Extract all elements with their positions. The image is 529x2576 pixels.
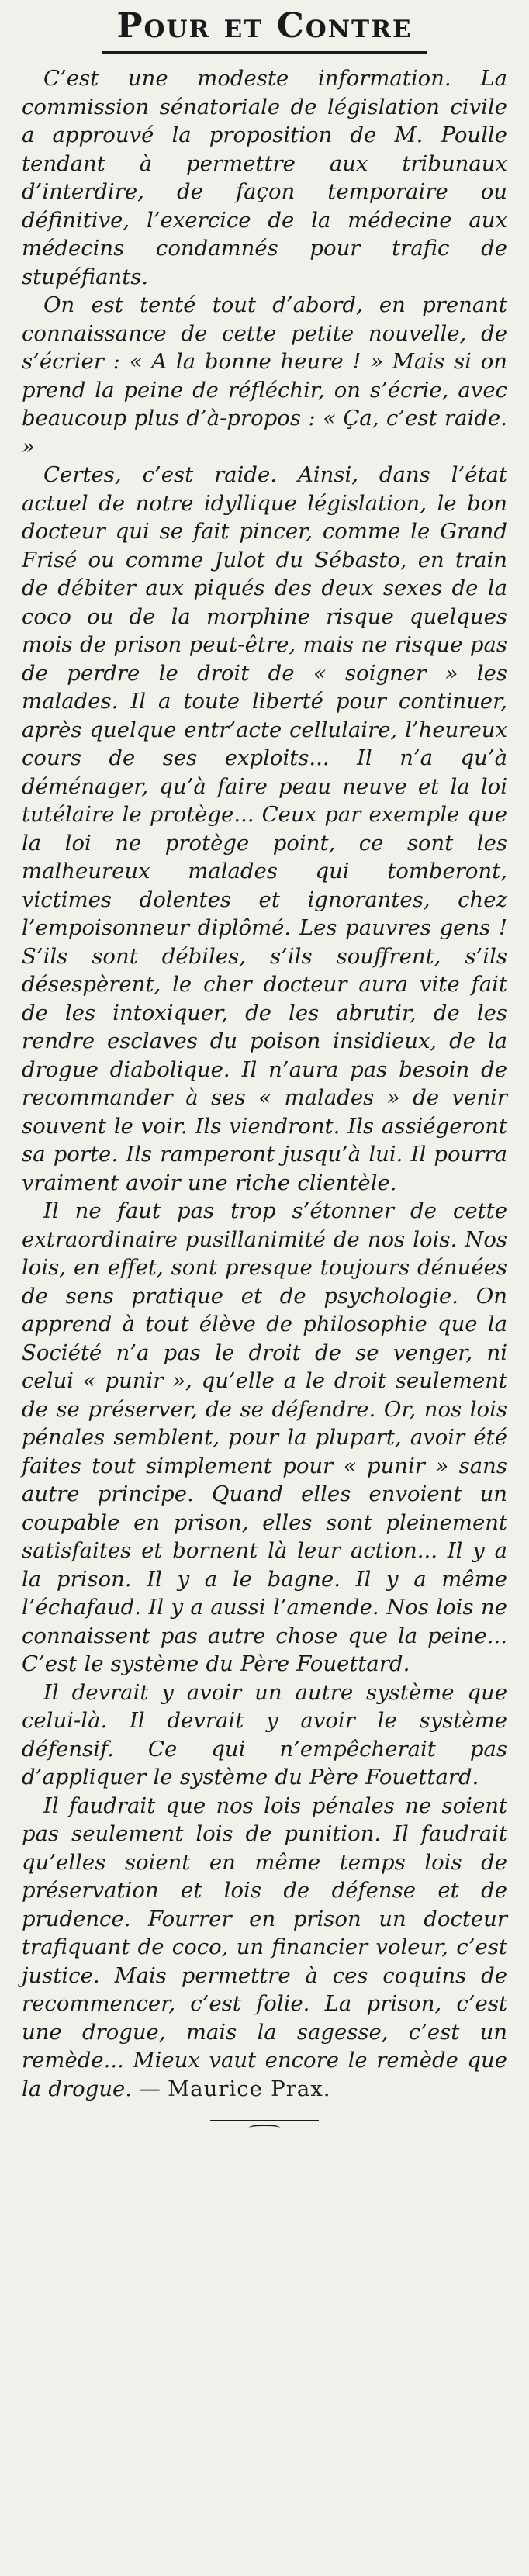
paragraph-6 <box>22 1792 507 2104</box>
paragraph-6-text: Il faudrait que nos lois pénales ne soient pas seulement lois de punition. Il faudrait qu’elles soient en même temps lois de préservation et lois de défense et de prudence. Fourrer en prison un docteur trafiquant de coco, un financier voleur, c’est justice. Mais permettre à ces coquins de recommencer, c’est folie. La prison, c’est une drogue, mais la sagesse, c’est un remède... Mieux vaut encore le remède que la drogue. <box>22 1793 507 2101</box>
paragraph-5: Il devrait y avoir un autre système que celui-là. Il devrait y avoir le système défensif. Ce qui n’empêcherait pas d’appliquer le système du Père Fouettard. <box>22 1679 507 1789</box>
column-title: Pour et Contre <box>102 5 426 54</box>
header <box>22 5 507 54</box>
article-body <box>22 64 507 2103</box>
signature-dash: — <box>132 2076 168 2101</box>
author-signature: Maurice Prax. <box>168 2076 331 2101</box>
paragraph-1: C’est une modeste information. La commission sénatoriale de législation civile a approuvé la proposition de M. Poulle tendant à permettre aux tribunaux d’interdire, de façon temporaire ou définitive, l’exercice de la médecine aux médecins condamnés pour trafic de stupéfiants. <box>22 66 507 289</box>
closing-ornament <box>249 2125 280 2131</box>
paragraph-4: Il ne faut pas trop s’étonner de cette extraordinaire pusillanimité de nos lois. Nos lois, en effet, sont presque toujours dénuées de sens pratique et de psychologie. On apprend à tout élève de philosophie que la Société n’a pas le droit de se venger, ni celui « punir », qu’elle a le droit seulement de se préserver, de se défendre. Or, nos lois pénales semblent, pour la plupart, avoir été faites tout simplement pour « punir » sans autre principe. Quand elles envoient un coupable en prison, elles sont pleinement satisfaites et bornent là leur action... Il y a la prison. Il y a le bagne. Il y a même l’échafaud. Il y a aussi l’amende. Nos lois ne connaissent pas autre chose que la peine... C’est le système du Père Fouettard. <box>22 1198 507 1676</box>
paragraph-2: On est tenté tout d’abord, en prenant connaissance de cette petite nouvelle, de s’écrier : « A la bonne heure ! » Mais si on prend la peine de réfléchir, on s’écrie, avec beaucoup plus d’à-propos : « Ça, c’est raide. » <box>22 292 507 459</box>
closing-rule <box>210 2120 319 2121</box>
paragraph-3: Certes, c’est raide. Ainsi, dans l’état actuel de notre idyllique législation, le bon docteur qui se fait pincer, comme le Grand Frisé ou comme Julot du Sébasto, en train de débiter aux piqués des deux sexes de la coco ou de la morphine risque quelques mois de prison peut-être, mais ne risque pas de perdre le droit de « soigner » les malades. Il a toute liberté pour continuer, après quelque entr’acte cellulaire, l’heureux cours de ses exploits... Il n’a qu’à déménager, qu’à faire peau neuve et la loi tutélaire le protège... Ceux par exemple que la loi ne protège point, ce sont les malheureux malades qui tomberont, victimes dolentes et ignorantes, chez l’empoisonneur diplômé. Les pauvres gens ! S’ils sont débiles, s’ils souffrent, s’ils désespèrent, le cher docteur aura vite fait de les intoxiquer, de les abrutir, de les rendre esclaves du poison insidieux, de la drogue diabolique. Il n’aura pas besoin de recommander à ses « malades » de venir souvent le voir. Ils viendront. Ils assiégeront sa porte. Ils ramperont jusqu’à lui. Il pourra vraiment avoir une riche clientèle. <box>22 462 507 1195</box>
